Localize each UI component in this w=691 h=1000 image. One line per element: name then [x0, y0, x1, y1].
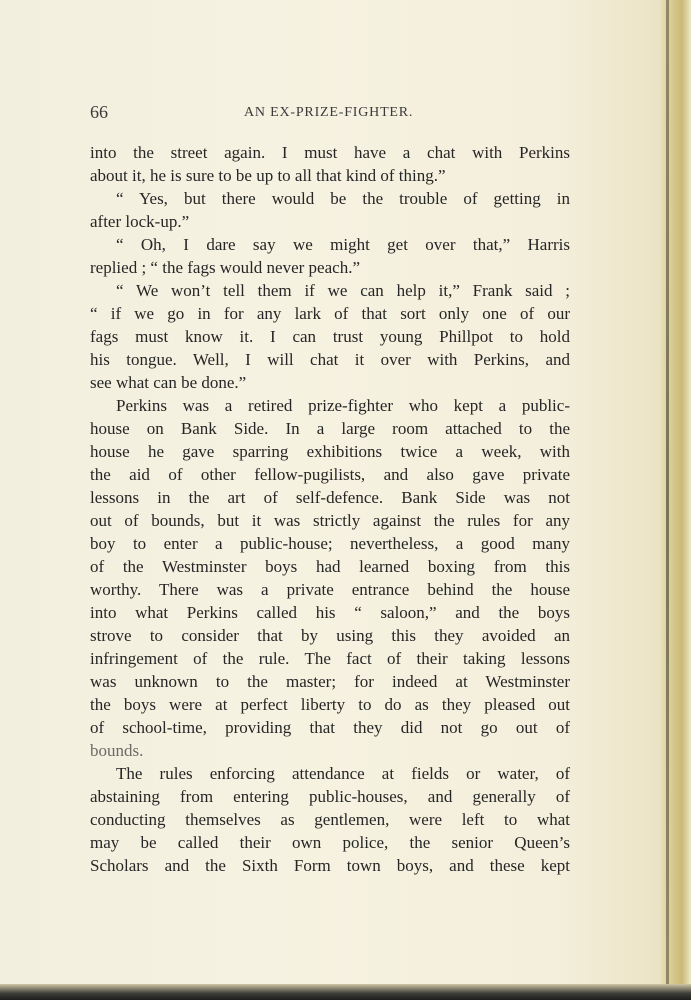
text-line: Perkins was a retired prize-fighter who kept a public- — [116, 396, 570, 415]
scan-bottom-edge — [0, 984, 691, 1000]
text-line: “ Yes, but there would be the trouble of getting in — [116, 189, 570, 208]
body-text — [90, 141, 570, 877]
text-line: his tongue. Well, I will chat it over with Perkins, and — [90, 350, 570, 369]
text-line: lessons in the art of self-defence. Bank Side was not — [90, 488, 570, 507]
text-line: strove to consider that by using this they avoided an — [90, 626, 570, 645]
text-line: see what can be done.” — [90, 373, 247, 392]
text-line: The rules enforcing attendance at fields or water, of — [116, 764, 570, 783]
text-line: abstaining from entering public-houses, and generally of — [90, 787, 570, 806]
text-line: “ We won’t tell them if we can help it,” Frank said ; — [116, 281, 570, 300]
text-line: of the Westminster boys had learned boxing from this — [90, 557, 570, 576]
text-line: into what Perkins called his “ saloon,” and the boys — [90, 603, 570, 622]
text-line: the boys were at perfect liberty to do as they pleased out — [90, 695, 570, 714]
page-header — [90, 102, 570, 124]
running-head: AN EX-PRIZE-FIGHTER. — [244, 105, 414, 120]
text-line: “ Oh, I dare say we might get over that,” Harris — [116, 235, 570, 254]
text-line: after lock-up.” — [90, 212, 190, 231]
text-line: of school-time, providing that they did not go out of — [90, 718, 570, 737]
text-line: fags must know it. I can trust young Phillpot to hold — [90, 327, 570, 346]
text-line: boy to enter a public-house; nevertheless, a good many — [90, 534, 570, 553]
text-line: house on Bank Side. In a large room attached to the — [90, 419, 570, 438]
page-edge-shadow — [666, 0, 669, 1000]
text-line: “ if we go in for any lark of that sort only one of our — [90, 304, 570, 323]
page-number: 66 — [90, 102, 108, 122]
text-line: replied ; “ the fags would never peach.” — [90, 258, 360, 277]
text-line: infringement of the rule. The fact of their taking lessons — [90, 649, 570, 668]
text-line: may be called their own police, the senior Queen’s — [90, 833, 570, 852]
text-line: conducting themselves as gentlemen, were left to what — [90, 810, 570, 829]
text-line: worthy. There was a private entrance behind the house — [90, 580, 570, 599]
text-line: bounds. — [90, 741, 144, 760]
text-line: the aid of other fellow-pugilists, and also gave private — [90, 465, 570, 484]
text-line: into the street again. I must have a chat with Perkins — [90, 143, 570, 162]
text-line: was unknown to the master; for indeed at Westminster — [90, 672, 570, 691]
text-line: house he gave sparring exhibitions twice a week, with — [90, 442, 570, 461]
text-line: about it, he is sure to be up to all that kind of thing.” — [90, 166, 446, 185]
text-line: out of bounds, but it was strictly against the rules for any — [90, 511, 570, 530]
text-line: Scholars and the Sixth Form town boys, and these kept — [90, 856, 570, 875]
